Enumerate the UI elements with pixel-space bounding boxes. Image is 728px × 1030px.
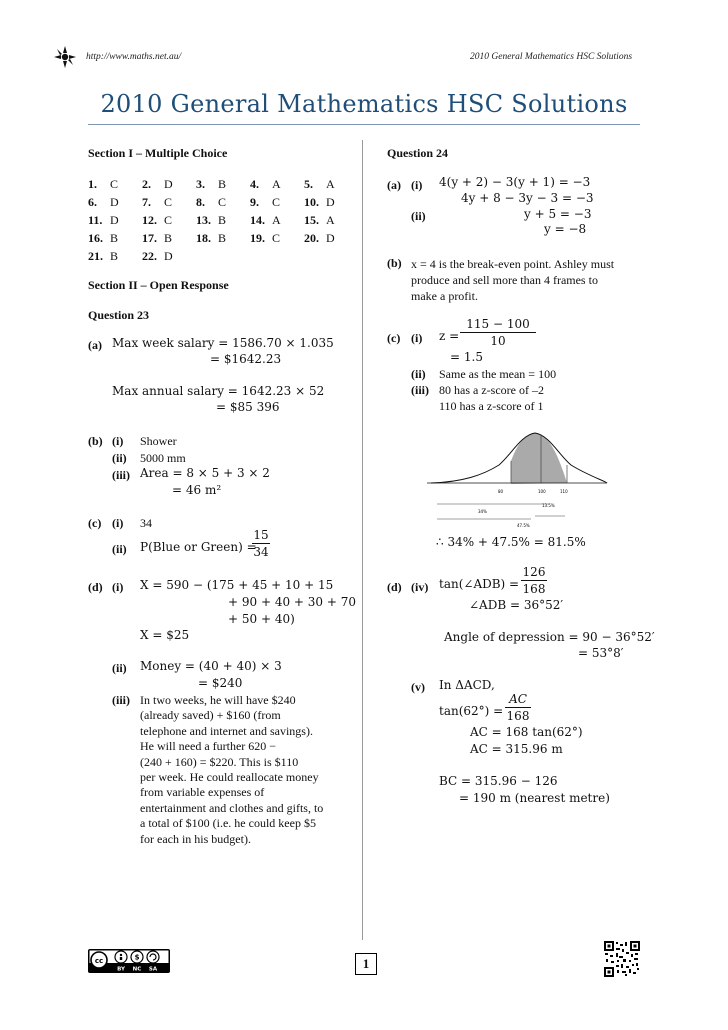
mc-answer: C — [272, 230, 281, 245]
mc-question-number: 15. — [304, 212, 319, 227]
shaded-area — [511, 433, 567, 484]
mc-question-number: 8. — [196, 194, 205, 209]
q23-c-ii-numerator: 15 — [253, 528, 269, 542]
q23-d-ii-label: (ii) — [112, 661, 127, 675]
q23-d-iii-line: In two weeks, he will have $240 — [140, 693, 296, 707]
q24-d-v-line1: In ΔACD, — [439, 678, 495, 692]
q24-d-iv-fraction — [521, 565, 547, 597]
mc-question-number: 20. — [304, 230, 319, 245]
q23-d-i-text3: + 50 + 40) — [228, 612, 295, 626]
q23-d-i-text1: X = 590 − (175 + 45 + 10 + 15 — [140, 578, 334, 592]
q23-c-ii-fraction — [252, 528, 270, 560]
mc-answer: C — [272, 194, 281, 209]
q24-b-paragraph — [411, 256, 661, 304]
qr-code-icon[interactable] — [604, 941, 640, 977]
q24-c-iii-label: (iii) — [411, 383, 429, 397]
q23-d-i-label: (i) — [112, 580, 124, 594]
q23-d-iii-line: (already saved) + $160 (from — [140, 708, 281, 723]
q23-c-label: (c) — [88, 516, 102, 530]
q23-d-iii-paragraph — [140, 693, 360, 847]
page-number: 1 — [355, 953, 377, 975]
q24-c-i-numerator: 115 − 100 — [460, 317, 536, 333]
q24-b-label: (b) — [387, 256, 402, 270]
q23-c-i-text: 34 — [140, 516, 152, 530]
q24-d-v-numerator: AC — [505, 692, 531, 708]
q23-d-iii-line: (240 + 160) = $220. This is $110 — [140, 754, 299, 769]
q24-c-i-label: (i) — [411, 331, 423, 345]
q23-d-iii-line: from variable expenses of — [140, 785, 265, 800]
mc-answer: C — [218, 194, 227, 209]
q24-a-ii-line2: y = −8 — [544, 222, 587, 236]
q23-a-line1: Max week salary = 1586.70 × 1.035 — [112, 336, 334, 350]
license-sa: SA — [148, 966, 158, 973]
mc-question-number: 21. — [88, 248, 103, 263]
mc-question-number: 9. — [250, 194, 259, 209]
mc-answer: B — [218, 230, 227, 245]
section1-heading: Section I – Multiple Choice — [88, 146, 228, 160]
mc-answer: D — [164, 248, 173, 263]
section2-heading: Section II – Open Response — [88, 278, 229, 292]
q23-heading: Question 23 — [88, 308, 150, 322]
q23-c-ii-label: (ii) — [112, 542, 127, 556]
q24-a-label: (a) — [387, 178, 401, 192]
mc-question-number: 5. — [304, 176, 313, 191]
sa-icon — [147, 951, 159, 963]
q23-b-label: (b) — [88, 434, 103, 448]
q23-d-iii-line: per week. He could reallocate money — [140, 770, 319, 785]
q24-c-i-lhs: z = — [439, 329, 460, 343]
label-47-5: 47.5% — [517, 523, 530, 528]
q24-a-i-line2: 4y + 8 − 3y − 3 = −3 — [461, 191, 594, 205]
mc-question-number: 11. — [88, 212, 103, 227]
q24-c-label: (c) — [387, 331, 401, 345]
mc-answer: C — [164, 212, 173, 227]
q24-c-ii-label: (ii) — [411, 367, 426, 381]
q24-d-iv-line3: Angle of depression = 90 − 36°52′ — [444, 630, 655, 644]
q24-a-ii-label: (ii) — [411, 209, 426, 223]
q24-c-i-denominator: 10 — [490, 334, 506, 348]
q23-c-ii-denominator: 34 — [253, 545, 269, 559]
q24-c-iii-line1: 80 has a z-score of –2 — [439, 383, 544, 397]
q24-a-i-line1: 4(y + 2) − 3(y + 1) = −3 — [439, 175, 591, 189]
q23-d-i-text2: + 90 + 40 + 30 + 70 — [228, 595, 356, 609]
q23-c-ii-text: P(Blue or Green) = — [140, 540, 257, 554]
q23-d-iii-label: (iii) — [112, 693, 130, 707]
mc-answer: B — [218, 176, 227, 191]
mc-question-number: 10. — [304, 194, 319, 209]
multiple-choice-table — [88, 175, 358, 265]
mc-answer: D — [110, 212, 119, 227]
mc-answer: C — [164, 194, 173, 209]
q24-a-i-label: (i) — [411, 178, 423, 192]
q23-d-ii-text1: Money = (40 + 40) × 3 — [140, 659, 282, 673]
q23-d-iii-line: telephone and internet and savings). — [140, 723, 313, 738]
q24-d-iv-line4: = 53°8′ — [578, 646, 624, 660]
mc-question-number: 14. — [250, 212, 265, 227]
license-by: BY — [117, 966, 125, 973]
mc-answer: D — [326, 230, 335, 245]
q24-d-v-line3: AC = 168 tan(62°) — [470, 725, 583, 739]
mc-answer: D — [164, 176, 173, 191]
mc-answer: B — [164, 230, 173, 245]
tick-80: 80 — [498, 489, 504, 494]
mc-question-number: 19. — [250, 230, 265, 245]
normal-curve-graph — [423, 425, 609, 535]
q23-d-i-text4: X = $25 — [140, 628, 190, 642]
q24-a-ii-line1: y + 5 = −3 — [524, 207, 592, 221]
q24-b-line: produce and sell more than 4 frames to — [411, 273, 598, 287]
q24-d-iv-line2: ∠ADB = 36°52′ — [469, 598, 564, 612]
label-34: 34% — [478, 509, 487, 514]
q24-d-v-line6: = 190 m (nearest metre) — [459, 791, 610, 805]
mc-answer: D — [326, 194, 335, 209]
q23-b-iii-text1: Area = 8 × 5 + 3 × 2 — [140, 466, 270, 480]
q23-c-i-label: (i) — [112, 516, 124, 530]
q24-c-result: ∴ 34% + 47.5% = 81.5% — [436, 535, 586, 549]
mc-question-number: 2. — [142, 176, 151, 191]
mc-question-number: 17. — [142, 230, 157, 245]
q24-c-i-fraction — [460, 317, 536, 349]
mc-question-number: 7. — [142, 194, 151, 209]
mc-answer: B — [110, 230, 119, 245]
mc-answer: C — [110, 176, 119, 191]
tick-100: 100 — [538, 489, 546, 494]
q24-b-line: x = 4 is the break-even point. Ashley must — [411, 257, 615, 271]
title-rule — [88, 124, 640, 125]
q23-d-ii-text2: = $240 — [198, 676, 243, 690]
logo-icon — [52, 44, 78, 70]
mc-question-number: 3. — [196, 176, 205, 191]
q23-b-iii-text2: = 46 m² — [172, 483, 222, 497]
q24-d-label: (d) — [387, 580, 402, 594]
q24-d-v-lhs: tan(62°) = — [439, 704, 504, 718]
q24-b-line: make a profit. — [411, 289, 478, 303]
q24-d-v-label: (v) — [411, 680, 425, 694]
mc-question-number: 1. — [88, 176, 97, 191]
q23-b-i-text: Shower — [140, 434, 177, 448]
q23-b-ii-text: 5000 mm — [140, 451, 186, 465]
page-title: 2010 General Mathematics HSC Solutions — [100, 90, 628, 118]
svg-text:$: $ — [134, 953, 140, 962]
q24-d-iv-numerator: 126 — [522, 565, 546, 579]
q23-b-i-label: (i) — [112, 434, 124, 448]
q23-a-line3: Max annual salary = 1642.23 × 52 — [112, 384, 325, 398]
q24-d-v-denominator: 168 — [506, 709, 530, 723]
mc-answer: A — [272, 176, 281, 191]
mc-answer: A — [272, 212, 281, 227]
q23-d-iii-line: for each in his budget). — [140, 831, 251, 846]
mc-answer: B — [110, 248, 119, 263]
header-url[interactable]: http://www.maths.net.au/ — [86, 52, 182, 62]
mc-question-number: 13. — [196, 212, 211, 227]
q23-d-iii-line: a total of $100 (i.e. he could keep $5 — [140, 816, 316, 831]
q24-c-iii-line2: 110 has a z-score of 1 — [439, 399, 544, 413]
license-nc: NC — [132, 966, 142, 973]
column-divider — [362, 140, 363, 940]
mc-question-number: 12. — [142, 212, 157, 227]
header-doc-title: 2010 General Mathematics HSC Solutions — [470, 52, 633, 62]
q23-d-iii-line: entertainment and clothes and gifts, to — [140, 800, 324, 815]
q23-b-iii-label: (iii) — [112, 468, 130, 482]
q24-d-iv-denominator: 168 — [522, 582, 546, 596]
q23-d-label: (d) — [88, 580, 103, 594]
q24-c-ii-text: Same as the mean = 100 — [439, 367, 557, 381]
mc-answer: B — [218, 212, 227, 227]
mc-question-number: 18. — [196, 230, 211, 245]
q24-heading: Question 24 — [387, 146, 449, 160]
mc-answer: A — [326, 176, 335, 191]
label-13-5: 13.5% — [542, 503, 555, 508]
mc-question-number: 4. — [250, 176, 259, 191]
q24-d-iv-label: (iv) — [411, 580, 429, 594]
q24-d-v-line5: BC = 315.96 − 126 — [439, 774, 558, 788]
q23-b-ii-label: (ii) — [112, 451, 127, 465]
mc-question-number: 6. — [88, 194, 97, 209]
q23-a-line2: = $1642.23 — [210, 352, 282, 366]
mc-answer: A — [326, 212, 335, 227]
q23-a-line4: = $85 396 — [216, 400, 280, 414]
creative-commons-badge[interactable] — [88, 949, 170, 973]
mc-question-number: 16. — [88, 230, 103, 245]
q23-a-label: (a) — [88, 338, 102, 352]
tick-110: 110 — [560, 489, 568, 494]
q24-d-iv-lhs: tan(∠ADB) = — [439, 577, 520, 591]
q24-c-i-result: = 1.5 — [450, 350, 483, 364]
mc-answer: D — [110, 194, 119, 209]
q23-d-iii-line: He will need a further 620 − — [140, 739, 277, 754]
q24-d-v-line4: AC = 315.96 m — [470, 742, 563, 756]
q24-d-v-fraction — [505, 692, 531, 724]
svg-text:cc: cc — [94, 957, 104, 965]
mc-question-number: 22. — [142, 248, 157, 263]
